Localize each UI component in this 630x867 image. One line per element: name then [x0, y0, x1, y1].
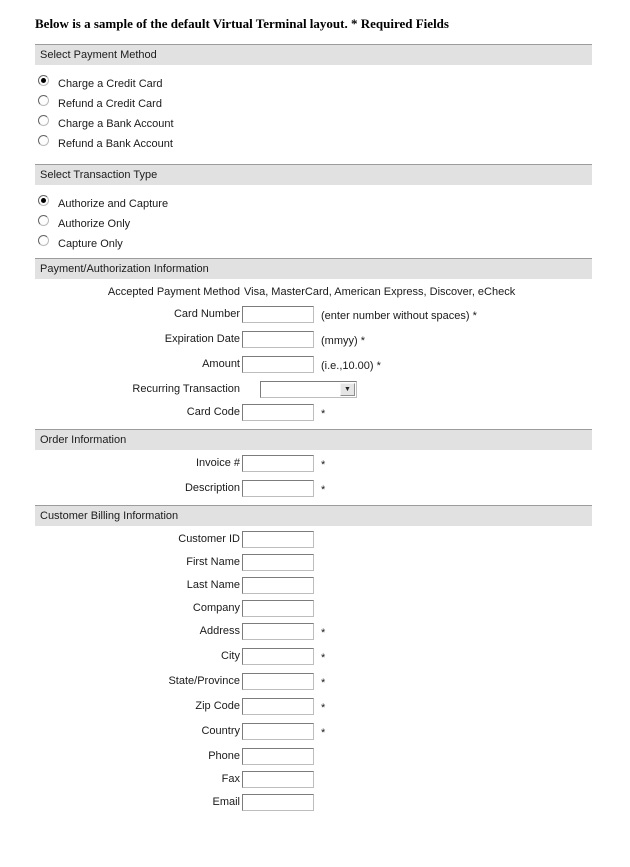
radio-button-icon[interactable] — [38, 95, 49, 106]
field-label: Email — [212, 796, 240, 808]
required-asterisk: * — [321, 652, 326, 664]
amount-input[interactable] — [242, 356, 314, 373]
field-hint: (i.e.,10.00) * — [321, 360, 381, 372]
card-code-input[interactable] — [242, 404, 314, 421]
invoice-number-row — [35, 455, 630, 474]
field-label: Amount — [202, 358, 240, 370]
radio-option-label: Charge a Bank Account — [58, 118, 174, 130]
zip-code-row — [35, 698, 630, 717]
radio-button-icon[interactable] — [38, 115, 49, 126]
required-asterisk: * — [321, 627, 326, 639]
order-info-fields — [35, 450, 630, 499]
bottom-whitespace — [35, 817, 630, 867]
field-label: Last Name — [186, 579, 240, 591]
field-label: Customer ID — [178, 533, 240, 545]
billing-info-fields — [35, 526, 630, 811]
customer-id-row — [35, 531, 630, 548]
required-asterisk: * — [321, 408, 326, 420]
accepted-payment-method-value: Visa, MasterCard, American Express, Discover, eCheck — [244, 286, 516, 298]
dropdown-arrow-button[interactable] — [340, 383, 355, 396]
expiration-date-row — [35, 331, 630, 350]
required-asterisk: * — [321, 727, 326, 739]
field-label: Address — [199, 625, 240, 637]
recurring-transaction-row — [35, 381, 630, 398]
radio-button-icon[interactable] — [38, 135, 49, 146]
address-row — [35, 623, 630, 642]
field-hint: (mmyy) * — [321, 335, 365, 347]
fax-input[interactable] — [242, 771, 314, 788]
section-header-transaction-type: Select Transaction Type — [35, 164, 592, 185]
email-input[interactable] — [242, 794, 314, 811]
required-asterisk: * — [321, 702, 326, 714]
first-name-row — [35, 554, 630, 571]
fax-row — [35, 771, 630, 788]
chevron-down-icon: ▼ — [344, 386, 351, 393]
field-label: City — [221, 650, 240, 662]
country-input[interactable] — [242, 723, 314, 740]
accepted-payment-method-row — [35, 284, 630, 302]
field-label: Fax — [221, 773, 240, 785]
state-province-row — [35, 673, 630, 692]
phone-row — [35, 748, 630, 765]
radio-option-label: Refund a Credit Card — [58, 98, 162, 110]
field-hint: (enter number without spaces) * — [321, 310, 477, 322]
invoice-number-input[interactable] — [242, 455, 314, 472]
field-label: Country — [201, 725, 240, 737]
accepted-payment-method-label: Accepted Payment Method — [107, 286, 240, 298]
radio-option-capture-only[interactable] — [35, 234, 592, 254]
radio-button-icon[interactable] — [38, 235, 49, 246]
radio-option-label: Charge a Credit Card — [58, 78, 163, 90]
radio-option-refund-credit-card[interactable] — [35, 94, 592, 114]
field-label: Invoice # — [195, 457, 240, 469]
section-header-payment-method: Select Payment Method — [35, 44, 592, 65]
expiration-date-input[interactable] — [242, 331, 314, 348]
recurring-transaction-select[interactable] — [260, 381, 357, 398]
transaction-type-radio-group — [35, 185, 630, 254]
card-code-row — [35, 404, 630, 423]
company-row — [35, 600, 630, 617]
zip-code-input[interactable] — [242, 698, 314, 715]
radio-option-authorize-and-capture[interactable] — [35, 194, 592, 214]
customer-id-input[interactable] — [242, 531, 314, 548]
field-label: Expiration Date — [164, 333, 240, 345]
radio-option-label: Capture Only — [58, 238, 123, 250]
required-asterisk: * — [321, 677, 326, 689]
field-label: Description — [184, 482, 240, 494]
page-title: Below is a sample of the default Virtual Terminal layout. * Required Fields — [35, 16, 449, 31]
field-label: Recurring Transaction — [132, 383, 240, 395]
radio-button-icon[interactable] — [38, 195, 49, 206]
card-number-input[interactable] — [242, 306, 314, 323]
required-asterisk: * — [321, 484, 326, 496]
city-input[interactable] — [242, 648, 314, 665]
state-province-input[interactable] — [242, 673, 314, 690]
first-name-input[interactable] — [242, 554, 314, 571]
radio-option-label: Refund a Bank Account — [58, 138, 173, 150]
last-name-row — [35, 577, 630, 594]
field-label: Company — [192, 602, 240, 614]
field-label: Card Code — [186, 406, 240, 418]
phone-input[interactable] — [242, 748, 314, 765]
field-label: Card Number — [173, 308, 240, 320]
company-input[interactable] — [242, 600, 314, 617]
radio-option-charge-credit-card[interactable] — [35, 74, 592, 94]
radio-option-refund-bank-account[interactable] — [35, 134, 592, 154]
field-label: State/Province — [168, 675, 240, 687]
radio-option-label: Authorize Only — [58, 218, 131, 230]
description-input[interactable] — [242, 480, 314, 497]
required-asterisk: * — [321, 459, 326, 471]
field-label: Phone — [208, 750, 240, 762]
radio-option-charge-bank-account[interactable] — [35, 114, 592, 134]
payment-info-fields — [35, 279, 630, 423]
city-row — [35, 648, 630, 667]
radio-option-label: Authorize and Capture — [58, 198, 169, 210]
field-label: Zip Code — [195, 700, 240, 712]
description-row — [35, 480, 630, 499]
last-name-input[interactable] — [242, 577, 314, 594]
country-row — [35, 723, 630, 742]
radio-option-authorize-only[interactable] — [35, 214, 592, 234]
address-input[interactable] — [242, 623, 314, 640]
radio-button-icon[interactable] — [38, 75, 49, 86]
field-label: First Name — [186, 556, 240, 568]
section-header-order-info: Order Information — [35, 429, 592, 450]
section-header-payment-info: Payment/Authorization Information — [35, 258, 592, 279]
card-number-row — [35, 306, 630, 325]
radio-button-icon[interactable] — [38, 215, 49, 226]
email-row — [35, 794, 630, 811]
amount-row — [35, 356, 630, 375]
section-header-billing-info: Customer Billing Information — [35, 505, 592, 526]
payment-method-radio-group — [35, 65, 630, 154]
